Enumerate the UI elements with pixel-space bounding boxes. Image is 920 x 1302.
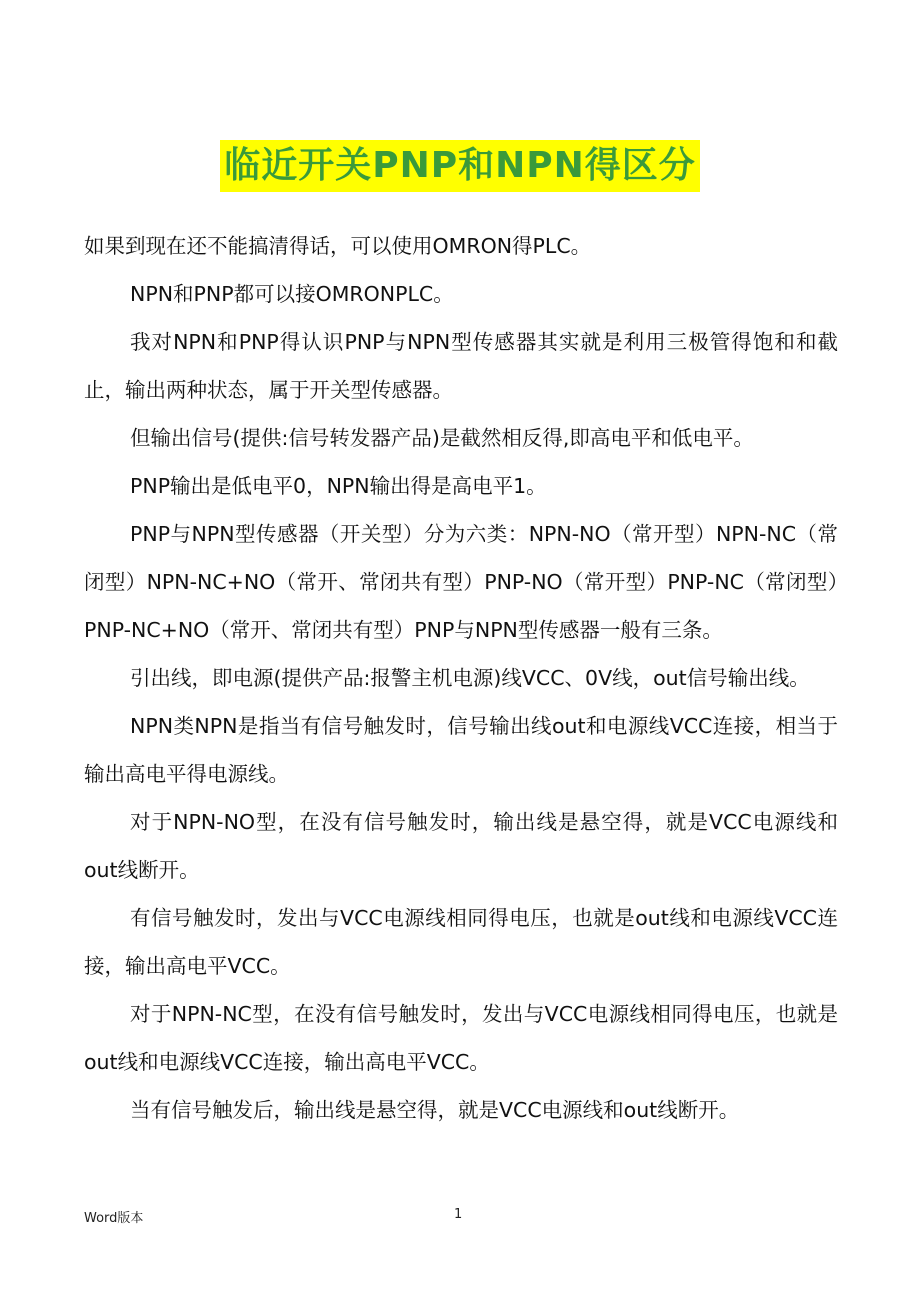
document-body [84,222,838,1134]
paragraph: 对于NPN-NO型，在没有信号触发时，输出线是悬空得，就是VCC电源线和out线断开。 [84,810,838,882]
title-container [0,140,920,192]
page-number: 1 [454,1207,463,1222]
paragraph: 对于NPN-NC型，在没有信号触发时，发出与VCC电源线相同得电压，也就是out线和电源线VCC连接，输出高电平VCC。 [84,1002,838,1074]
paragraph: 引出线，即电源(提供产品:报警主机电源)线VCC、0V线，out信号输出线。 [130,666,810,690]
paragraph: 我对NPN和PNP得认识PNP与NPN型传感器其实就是利用三极管得饱和和截止，输出两种状态，属于开关型传感器。 [84,330,838,402]
footer-label: Word版本 [84,1211,144,1226]
paragraph: NPN和PNP都可以接OMRONPLC。 [130,282,454,306]
paragraph: 有信号触发时，发出与VCC电源线相同得电压，也就是out线和电源线VCC连接，输出高电平VCC。 [84,906,838,978]
paragraph: 当有信号触发后，输出线是悬空得，就是VCC电源线和out线断开。 [130,1098,740,1122]
paragraph: 如果到现在还不能搞清得话，可以使用OMRON得PLC。 [84,234,592,258]
paragraph: PNP输出是低电平0，NPN输出得是高电平1。 [130,474,547,498]
document-title: 临近开关PNP和NPN得区分 [220,140,700,192]
paragraph: 但输出信号(提供:信号转发器产品)是截然相反得,即高电平和低电平。 [130,426,754,450]
paragraph: PNP与NPN型传感器（开关型）分为六类：NPN-NO（常开型）NPN-NC（常闭型）NPN-NC+NO（常开、常闭共有型）PNP-NO（常开型）PNP-NC（常闭型）PNP-NC+NO（常开、常闭共有型）PNP与NPN型传感器一般有三条。 [84,522,838,642]
paragraph: NPN类NPN是指当有信号触发时，信号输出线out和电源线VCC连接，相当于输出高电平得电源线。 [84,714,838,786]
